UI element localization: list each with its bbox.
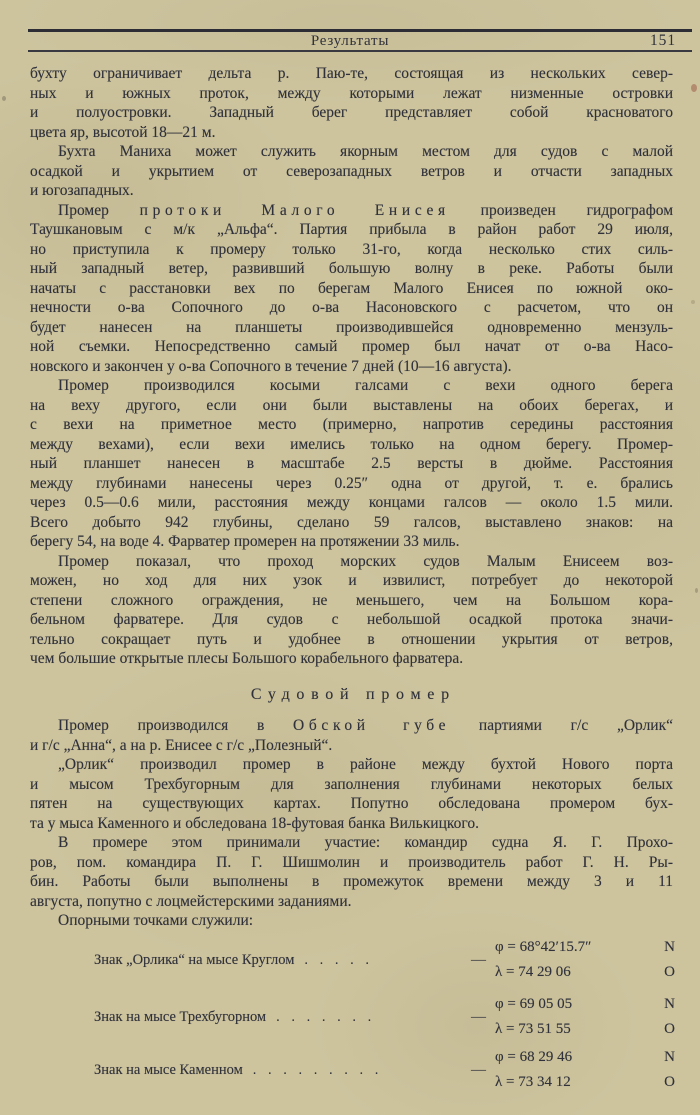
text-line: и югозападных. — [30, 182, 134, 199]
body-text-block-top — [30, 64, 673, 669]
dot-leader: . . . . . . . . . — [252, 1061, 383, 1078]
paper-speck — [2, 96, 6, 101]
text-line: Таушкановым с м/к „Альфа“. Партия прибыла в район работ 29 июля, — [30, 221, 673, 238]
paper-speck — [691, 84, 697, 92]
text-line: с вехи на приметное место (примерно, напротив середины расстояния — [30, 416, 673, 433]
text-line: между вехами), если вехи имелись только на одном берегу. Промер- — [30, 435, 673, 453]
paragraph — [30, 552, 673, 669]
paragraph — [30, 833, 673, 911]
longitude-hemisphere: O — [664, 1074, 675, 1090]
paragraph — [30, 376, 673, 552]
latitude-line — [495, 935, 675, 960]
text-line: ной съемки. Непосредственно самый промер был начат от о-ва Насо- — [30, 338, 673, 355]
text-line: бухту ограничивает дельта р. Паю-те, состоящая из нескольких север- — [30, 65, 673, 82]
longitude-line — [495, 1017, 675, 1042]
page-number: 151 — [649, 32, 676, 49]
text-line: ный планшет нанесен в масштабе 2.5 версты в дюйме. Расстояния — [30, 455, 673, 472]
text-line: начаты с расстановки вех по берегам Малого Енисея по южной око- — [30, 279, 673, 297]
paragraph — [30, 201, 673, 377]
coordinate-label: Знак на мысе Каменном — [94, 1061, 243, 1078]
text-line: цвета яр, высотой 18—21 м. — [30, 123, 216, 141]
longitude-line — [495, 1070, 675, 1095]
letterspaced-text: Обской губе — [293, 717, 451, 734]
running-head: Результаты — [310, 33, 390, 49]
text-line: „Орлик“ производил промер в районе между бухтой Нового порта — [58, 756, 673, 773]
text-segment: Промер производился в — [58, 717, 294, 734]
latitude-value: φ = 68°42′15.7″ — [495, 939, 592, 955]
coordinates-list — [30, 932, 675, 1102]
header-rule-thick — [28, 29, 692, 32]
coordinate-values — [495, 935, 675, 985]
longitude-value: λ = 74 29 06 — [495, 964, 571, 980]
paragraph — [30, 142, 673, 201]
text-line — [30, 716, 673, 736]
text-line: августа, попутно с лоцмейстерскими заданиями. — [30, 892, 352, 910]
latitude-value: φ = 68 29 46 — [495, 1049, 573, 1065]
text-line: степени сложного ограждения, не меньшего, чем на Большом кора- — [30, 591, 673, 609]
longitude-hemisphere: O — [664, 1021, 675, 1037]
coordinate-dash: — — [471, 951, 486, 968]
latitude-hemisphere: N — [664, 1049, 675, 1065]
text-line: нечности о-ва Сопочного до о-ва Насоновского с расчетом, что он — [30, 299, 673, 316]
coordinate-entry — [30, 934, 675, 986]
dot-leader: . . . . . — [304, 951, 374, 968]
text-segment: произведен гидрографом — [449, 201, 673, 219]
latitude-hemisphere: N — [664, 996, 675, 1012]
text-line: ный западный ветер, развивший большую волну в реке. Работы были — [30, 260, 673, 277]
text-line: берегу 54, на воде 4. Фарватер промерен на протяжении 33 миль. — [30, 533, 460, 550]
letterspaced-text: протоки Малого Енисея — [139, 201, 450, 219]
text-line: будет нанесен на планшеты производившейся одновременно мензуль- — [30, 318, 673, 336]
coordinate-values — [495, 1045, 675, 1095]
section-heading: Судовой промер — [250, 686, 456, 703]
text-line — [30, 201, 673, 221]
header-rule-thin — [28, 50, 692, 52]
text-line: ных и южных проток, между которыми лежат низменные островки — [30, 84, 673, 102]
text-line: бельном фарватере. Для судов с небольшой осадкой протока значи- — [30, 611, 673, 628]
coordinate-label: Знак на мысе Трехбугорном — [94, 1008, 267, 1025]
coordinate-dash: — — [471, 1061, 486, 1078]
paper-speck — [691, 300, 695, 304]
longitude-value: λ = 73 34 12 — [495, 1074, 571, 1090]
text-line: можен, но ход для них узок и извилист, потребует до некоторой — [30, 572, 673, 589]
coordinate-values — [495, 992, 675, 1042]
text-line: и г/с „Анна“, а на р. Енисее с г/с „Полезный“. — [30, 736, 333, 754]
coordinate-entry — [30, 991, 675, 1043]
body-text-block-bottom — [30, 716, 673, 931]
text-line: и полуостровки. Западный берег представляет собой красноватого — [30, 104, 673, 121]
text-line: Всего добыто 942 глубины, сделано 59 галсов, выставлено знаков: на — [30, 513, 673, 531]
text-line: но приступила к промеру только 31-го, когда несколько стих силь- — [30, 240, 673, 258]
text-line: осадкой и укрытием от северозападных ветров и отчасти западных — [30, 162, 673, 180]
latitude-hemisphere: N — [664, 939, 675, 955]
paragraph — [30, 911, 673, 931]
text-line: Опорными точками служили: — [58, 912, 254, 929]
text-line: В промере этом принимали участие: командир судна Я. Г. Прохо- — [58, 834, 673, 851]
text-line: чем большие открытые плесы Большого корабельного фарватера. — [30, 650, 464, 667]
paragraph — [30, 755, 673, 833]
text-line: тельно сокращает путь и удобнее в отношении укрытия от ветров, — [30, 630, 673, 648]
text-segment: Промер — [58, 201, 140, 219]
text-line: бин. Работы были выполнены в промежуток времени между 3 и 11 — [30, 873, 673, 890]
text-segment: партиями г/с „Орлик“ — [450, 717, 674, 734]
paper-speck — [695, 588, 698, 593]
text-line: пятен на существующих картах. Попутно обследована промером бух- — [30, 795, 673, 812]
text-line: через 0.5—0.6 мили, расстояния между концами галсов — около 1.5 мили. — [30, 494, 673, 511]
text-line: Промер производился косыми галсами с вехи одного берега — [58, 377, 673, 394]
paragraph — [30, 64, 673, 142]
coordinate-entry — [30, 1044, 675, 1096]
latitude-line — [495, 1045, 675, 1070]
longitude-line — [495, 960, 675, 985]
text-line: та у мыса Каменного и обследована 18-футовая банка Вилькицкого. — [30, 814, 479, 832]
text-line: на веху другого, если они были выставлены на обоих берегах, и — [30, 396, 673, 414]
text-line: Бухта Маниха может служить якорным местом для судов с малой — [58, 143, 673, 160]
longitude-value: λ = 73 51 55 — [495, 1021, 571, 1037]
dot-leader: . . . . . . . — [276, 1008, 376, 1025]
text-line: и мысом Трехбугорным для заполнения глубинами некоторых белых — [30, 775, 673, 793]
text-line: Промер показал, что проход морских судов Малым Енисеем воз- — [58, 552, 673, 570]
latitude-line — [495, 992, 675, 1017]
text-line: между глубинами нанесены через 0.25″ одна от другой, т. е. брались — [30, 474, 673, 492]
latitude-value: φ = 69 05 05 — [495, 996, 573, 1012]
coordinate-dash: — — [471, 1008, 486, 1025]
coordinate-label: Знак „Орлика“ на мысе Круглом — [94, 951, 295, 968]
text-line: ров, пом. командира П. Г. Шишмолин и производитель работ Г. Н. Ры- — [30, 853, 673, 871]
text-line: новского и закончен у о-ва Сопочного в течение 7 дней (10—16 августа). — [30, 357, 512, 375]
longitude-hemisphere: O — [664, 964, 675, 980]
paragraph — [30, 716, 673, 755]
